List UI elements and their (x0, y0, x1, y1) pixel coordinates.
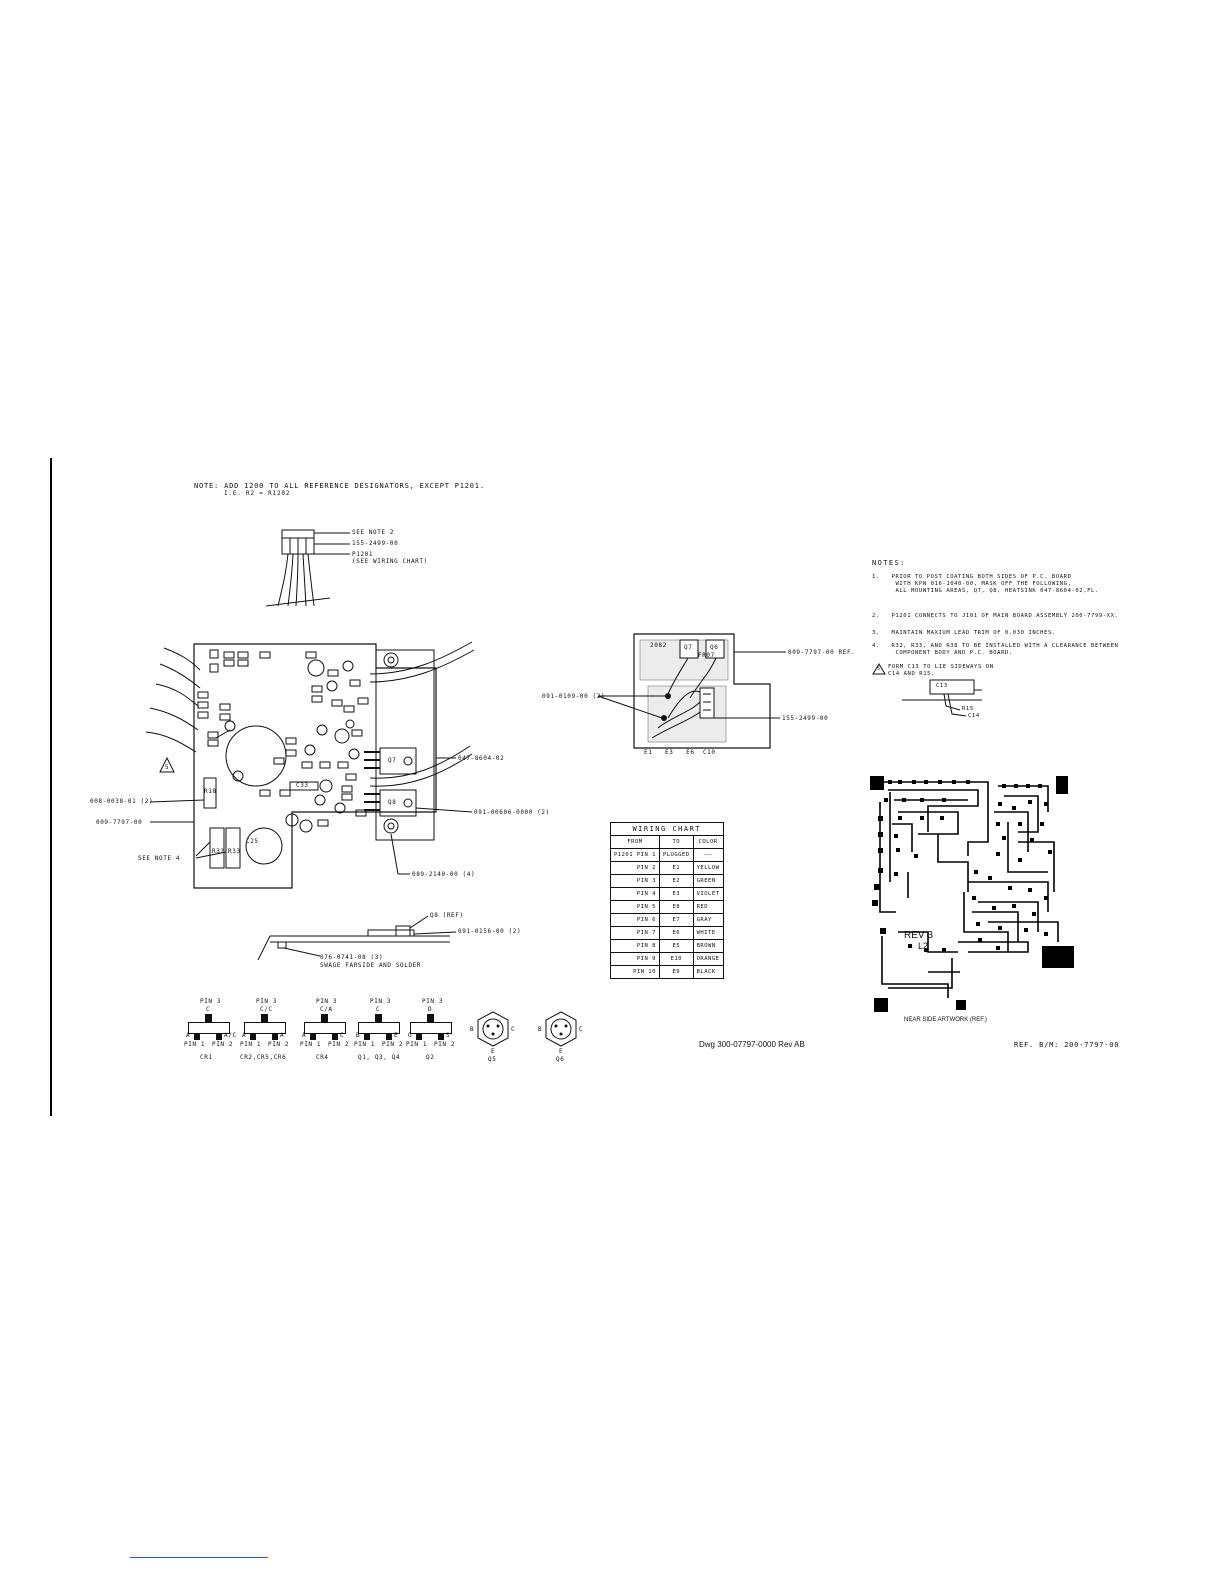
transistor-q5 (468, 1008, 518, 1068)
artwork-rev: REV 3 (904, 930, 933, 941)
note-5-number: 5 (877, 666, 881, 672)
cell-to: E8 (659, 901, 693, 914)
pin3-sub: C (376, 1006, 381, 1013)
callout-heatsink: 047-8604-02 (458, 755, 505, 762)
pinout-name: CR2,CR5,CR6 (240, 1054, 287, 1061)
callout-p1201: P1201 (352, 551, 374, 558)
pin-right-label: C (340, 1032, 345, 1039)
pin3-sub: C (206, 1006, 211, 1013)
cell-color: VIOLET (693, 888, 723, 901)
notes-section (872, 560, 1172, 740)
cell-to: E5 (659, 940, 693, 953)
pin2-label: PIN 2 (212, 1041, 234, 1048)
cell-to: E2 (659, 875, 693, 888)
pin2-pad (438, 1034, 444, 1040)
callout-screw-0156: 091-0156-00 (2) (458, 928, 522, 935)
c13-label: C13 (936, 683, 948, 689)
r15-label: R15 (962, 706, 974, 712)
cell-to: E9 (659, 966, 693, 979)
connector-drawing (260, 524, 440, 614)
cell-from: PIN 6 (611, 914, 660, 927)
callout-091-0109: 091-0109-00 (2) (542, 693, 606, 700)
q6-base-label: B (538, 1026, 543, 1033)
cell-to: E6 (659, 927, 693, 940)
c14-label: C14 (968, 713, 980, 719)
cell-color: BLACK (693, 966, 723, 979)
artwork-caption: NEAR SIDE ARTWORK (REF.) (904, 1017, 987, 1023)
rear-label-fr07: FR07 (698, 652, 715, 659)
pin3-sub: C/A (320, 1006, 333, 1013)
cell-color: RED (693, 901, 723, 914)
pin1-label: PIN 1 (354, 1041, 376, 1048)
callout-screw-091: 091-00606-0000 (2) (474, 809, 550, 816)
note-3: 3. MAINTAIN MAXIUM LEAD TRIM OF 0.030 INCHES. (872, 630, 1056, 636)
table-row (611, 875, 724, 888)
q5-emitter-label: E (491, 1048, 496, 1055)
pin3-label: PIN 3 (256, 998, 278, 1005)
callout-009-ref: 009-7797-00 REF. (788, 649, 856, 656)
cell-from: PIN 3 (611, 875, 660, 888)
note-4: 4. R32, R33, AND R38 TO BE INSTALLED WITH A CLEARANCE BETWEEN COMPONENT BODY AND P.C. BOARD. (872, 643, 1119, 656)
pinout-name: Q1, Q3, Q4 (358, 1054, 401, 1061)
top-note-line1: NOTE: ADD 1200 TO ALL REFERENCE DESIGNATORS, EXCEPT P1201. (194, 482, 485, 490)
pin3-pad (261, 1014, 268, 1022)
cell-from: P1201 PIN 1 (611, 849, 660, 862)
pin1-pad (416, 1034, 422, 1040)
cell-color: BROWN (693, 940, 723, 953)
table-row (611, 927, 724, 940)
pin1-label: PIN 1 (184, 1041, 206, 1048)
pin2-pad (386, 1034, 392, 1040)
cell-color: WHITE (693, 927, 723, 940)
cell-to: E1 (659, 862, 693, 875)
callout-see-note-2: SEE NOTE 2 (352, 529, 395, 536)
notes-title: NOTES: (872, 559, 906, 567)
cell-color: —— (693, 849, 723, 862)
cell-to: E7 (659, 914, 693, 927)
rear-label-2082: 2082 (650, 642, 667, 649)
cell-from: PIN 2 (611, 862, 660, 875)
pin2-pad (272, 1034, 278, 1040)
pin3-label: PIN 3 (200, 998, 222, 1005)
pin-left-label: A (186, 1032, 191, 1039)
rear-view-diagram (540, 628, 860, 760)
label-c33: C33 (296, 782, 309, 789)
pin1-label: PIN 1 (406, 1041, 428, 1048)
callout-swage-part: 076-0741-08 (3) (320, 954, 384, 961)
pinout-name: CR1 (200, 1054, 213, 1061)
top-note (194, 482, 485, 497)
cell-from: PIN 8 (611, 940, 660, 953)
pin-left-label: A (242, 1032, 247, 1039)
table-row (611, 888, 724, 901)
pin-right-label: A (280, 1032, 285, 1039)
note-2: 2. P1201 CONNECTS TO J101 OF MAIN BOARD ASSEMBLY 200-7799-XX. (872, 613, 1119, 619)
q6-emitter-label: E (559, 1048, 564, 1055)
rear-bottom-labels: E1 E3 E6 C10 (644, 749, 716, 756)
pin1-label: PIN 1 (300, 1041, 322, 1048)
pin1-label: PIN 1 (240, 1041, 262, 1048)
cell-to: E10 (659, 953, 693, 966)
cell-to: E3 (659, 888, 693, 901)
pin-right-label: S (446, 1032, 451, 1039)
cell-color: YELLOW (693, 862, 723, 875)
pin3-sub: C/C (260, 1006, 273, 1013)
pin3-pad (205, 1014, 212, 1022)
pinout-q2 (402, 998, 458, 1068)
cell-color: GRAY (693, 914, 723, 927)
header-to: TO (659, 836, 693, 849)
ref-bm: REF. B/M: 200-7797-00 (1014, 1041, 1120, 1049)
wiring-chart-title: WIRING CHART (611, 823, 724, 836)
pin3-label: PIN 3 (370, 998, 392, 1005)
label-flag5: 5 (165, 764, 170, 771)
wiring-chart (610, 822, 724, 979)
footer-link-underline (130, 1557, 268, 1558)
callout-see-note-4: SEE NOTE 4 (138, 855, 181, 862)
label-r33: R33 (228, 848, 241, 855)
left-margin-bar (50, 458, 52, 1116)
label-q8: Q8 (388, 799, 397, 806)
pin1-pad (250, 1034, 256, 1040)
callout-see-wiring: (SEE WIRING CHART) (352, 558, 428, 565)
q5-collector-label: C (511, 1026, 516, 1033)
artwork-svg (868, 772, 1080, 1012)
pin2-label: PIN 2 (268, 1041, 290, 1048)
pinout-cr4 (296, 998, 352, 1068)
cell-color: GREEN (693, 875, 723, 888)
pin1-pad (364, 1034, 370, 1040)
label-q7: Q7 (388, 757, 397, 764)
pinout-cr1 (180, 998, 236, 1068)
pin-left-label: A (302, 1032, 307, 1039)
label-c25: C25 (246, 838, 259, 845)
transistor-q6 (536, 1008, 586, 1068)
pinout-row (180, 998, 600, 1070)
wiring-chart-table (610, 822, 724, 979)
pin1-pad (194, 1034, 200, 1040)
pinout-name: Q2 (426, 1054, 435, 1061)
artwork-l2: L2 (918, 941, 929, 951)
pin2-pad (332, 1034, 338, 1040)
table-row (611, 849, 724, 862)
rear-label-q7: Q7 (684, 644, 693, 651)
near-side-artwork (868, 772, 1080, 1028)
rear-label-q6: Q6 (710, 644, 719, 651)
top-note-line2: I.E. R2 = R1202 (224, 490, 291, 497)
pin2-label: PIN 2 (328, 1041, 350, 1048)
pin-left-label: G (408, 1032, 413, 1039)
pin-right-label: E (394, 1032, 399, 1039)
pinout-cr2-cr5-cr6 (236, 998, 292, 1068)
cell-from: PIN 4 (611, 888, 660, 901)
side-view-diagram (250, 908, 550, 978)
q5-base-label: B (470, 1026, 475, 1033)
pinout-name: CR4 (316, 1054, 329, 1061)
label-r32: R32 (212, 848, 225, 855)
callout-q8-ref: Q8 (REF) (430, 912, 464, 919)
cell-from: PIN 10 (611, 966, 660, 979)
table-row (611, 940, 724, 953)
cell-from: PIN 7 (611, 927, 660, 940)
note-5: FORM C13 TO LIE SIDEWAYS ON C14 AND R15. (888, 664, 994, 677)
cell-from: PIN 5 (611, 901, 660, 914)
cell-to: PLUGGED (659, 849, 693, 862)
pin1-pad (310, 1034, 316, 1040)
pin2-label: PIN 2 (382, 1041, 404, 1048)
q6-collector-label: C (579, 1026, 584, 1033)
callout-board-009: 009-7797-00 (96, 819, 143, 826)
connector-detail (260, 524, 440, 614)
callout-standoff-089: 089-2140-00 (4) (412, 871, 476, 878)
pin3-label: PIN 3 (422, 998, 444, 1005)
pin3-label: PIN 3 (316, 998, 338, 1005)
table-row (611, 901, 724, 914)
pin2-pad (216, 1034, 222, 1040)
q5-name: Q5 (488, 1056, 497, 1063)
note-1: 1. PRIOR TO POST COATING BOTH SIDES OF P.C. BOARD WITH KPN 016-1040-00, MASK OFF THE FOLLOWING, ALL MOUNTING AREAS, Q7, Q8, HEATSINK 047-8604-02,FL. (872, 574, 1099, 594)
pin3-pad (427, 1014, 434, 1022)
header-from: FROM (611, 836, 660, 849)
pin-right-label: A/C (224, 1032, 237, 1039)
c13-detail (900, 676, 1010, 722)
pin-left-label: B (356, 1032, 361, 1039)
label-r18: R18 (204, 788, 217, 795)
drawing-number: Dwg 300-07797-0000 Rev AB (699, 1040, 805, 1049)
table-row (611, 914, 724, 927)
pin3-pad (375, 1014, 382, 1022)
callout-swage-text: SWAGE FARSIDE AND SOLDER (320, 962, 422, 969)
pin3-pad (321, 1014, 328, 1022)
callout-155-2499: 155-2499-00 (352, 540, 399, 547)
pin2-label: PIN 2 (434, 1041, 456, 1048)
table-row (611, 862, 724, 875)
pin3-sub: D (428, 1006, 433, 1013)
pinout-q1-q3-q4 (350, 998, 406, 1068)
cell-from: PIN 9 (611, 953, 660, 966)
callout-wire-008: 008-0038-01 (2) (90, 798, 154, 805)
table-row (611, 966, 724, 979)
callout-rear-155: 155-2499-00 (782, 715, 829, 722)
main-board-diagram (80, 630, 560, 892)
cell-color: ORANGE (693, 953, 723, 966)
table-row (611, 953, 724, 966)
header-color: COLOR (693, 836, 723, 849)
q6-name: Q6 (556, 1056, 565, 1063)
